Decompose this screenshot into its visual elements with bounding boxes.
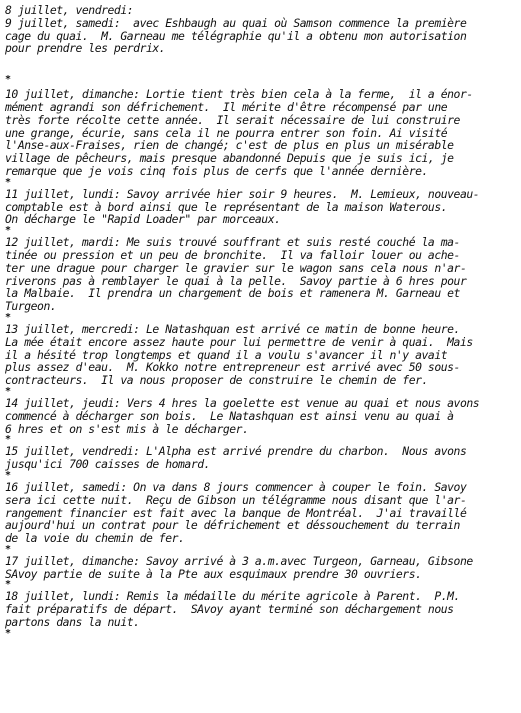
entry-line: partons dans la nuit. [5, 615, 140, 630]
entry-line: 14 juillet, jeudi: Vers 4 hres la goelette est venue au quai et nous avons [5, 395, 480, 410]
entry-line: SAvoy partie de suite à la Pte aux esquimaux prendre 30 ouvriers. [5, 566, 422, 581]
journal-entry-17-juillet [5, 555, 519, 591]
entry-line: l'Anse-aux-Fraises, rien de changé; c'est de plus en plus un misérable [5, 138, 454, 153]
entry-line: tinée ou pression et un peu de bronchite. Il va falloir louer ou ache- [5, 247, 460, 262]
entry-line: 17 juillet, dimanche: Savoy arrivé à 3 a.m.avec Turgeon, Garneau, Gibsone [5, 553, 473, 568]
journal-entry-8-9-juillet [5, 4, 519, 88]
entry-line: 6 hres et on s'est mis à le décharger. [5, 421, 249, 436]
entry-line: 9 juillet, samedi: avec Eshbaugh au quai où Samson commence la première [5, 15, 467, 30]
entry-line: Turgeon. [5, 299, 57, 314]
entry-line: mément agrandi son défrichement. Il mérite d'être récompensé par une [5, 99, 448, 114]
entry-line: très forte récolte cette année. Il serait nécessaire de lui construire [5, 112, 460, 127]
entry-line: cage du quai. M. Garneau me télégraphie qu'il a obtenu mon autorisation [5, 28, 467, 43]
entry-line: pour prendre les perdrix. [5, 41, 166, 56]
journal-entry-18-juillet [5, 589, 519, 639]
entry-separator [5, 629, 519, 637]
entry-line: sera ici cette nuit. Reçu de Gibson un télégramme nous disant que l'ar- [5, 492, 467, 507]
entry-line: plus assez d'eau. M. Kokko notre entrepreneur est arrivé avec 50 sous- [5, 360, 460, 375]
entry-line: 11 juillet, lundi: Savoy arrivée hier soir 9 heures. M. Lemieux, nouveau- [5, 186, 480, 201]
journal-entry-13-juillet [5, 323, 519, 397]
asterisk-mark: * [5, 311, 12, 323]
entry-line: aujourd'hui un contrat pour le défrichement et déssouchement du terrain [5, 518, 460, 533]
entry-line: une grange, écurie, sans cela il ne pourra entrer son foin. Ai visité [5, 125, 448, 140]
entry-line: village de pêcheurs, mais presque abandonné Depuis que je suis ici, je [5, 151, 454, 166]
entry-line: 8 juillet, vendredi: [5, 3, 134, 17]
entry-separator [5, 55, 519, 88]
asterisk-mark: * [5, 74, 12, 86]
entry-line: riverons pas à remblayer le quai à la pelle. Savoy partie à 6 hres pour [5, 273, 467, 288]
entry-line: 12 juillet, mardi: Me suis trouvé souffrant et suis resté couché la ma- [5, 235, 460, 250]
entry-line: ter une drague pour charger le gravier sur le wagon sans cela nous n'ar- [5, 260, 467, 275]
entry-line: 15 juillet, vendredi: L'Alpha est arrivé prendre du charbon. Nous avons [5, 444, 467, 459]
entry-line: 16 juillet, samedi: On va dans 8 jours commencer à couper le foin. Savoy [5, 479, 467, 494]
journal-entry-10-juillet [5, 88, 519, 188]
journal-entry-12-juillet [5, 236, 519, 323]
entry-line: rangement financier est fait avec la banque de Montréal. J'ai travaillé [5, 505, 467, 520]
asterisk-mark: * [5, 434, 12, 446]
asterisk-mark: * [5, 627, 12, 639]
entry-line: commencé à décharger son bois. Le Natashquan est ainsi venu au quai à [5, 408, 454, 423]
asterisk-mark: * [5, 469, 12, 481]
entry-line: fait préparatifs de départ. SAvoy ayant terminé son déchargement nous [5, 602, 454, 617]
asterisk-mark: * [5, 385, 12, 397]
journal-entry-15-juillet [5, 445, 519, 481]
asterisk-mark: * [5, 579, 12, 591]
entry-line: comptable est à bord ainsi que le représentant de la maison Waterous. [5, 199, 448, 214]
asterisk-mark: * [5, 225, 12, 237]
typed-journal-page [5, 4, 519, 637]
journal-entry-11-juillet [5, 188, 519, 236]
entry-line: On décharge le "Rapid Loader" par morceaux. [5, 212, 281, 227]
entry-line: 10 juillet, dimanche: Lortie tient très bien cela à la ferme, il a énor- [5, 87, 473, 102]
entry-line: jusqu'ici 700 caisses de homard. [5, 457, 211, 472]
entry-line: la Malbaie. Il prendra un chargement de bois et ramenera M. Garneau et [5, 286, 460, 301]
entry-line: 13 juillet, mercredi: Le Natashquan est arrivé ce matin de bonne heure. [5, 321, 460, 336]
entry-line: La mée était encore assez haute pour lui permettre de venir à quai. Mais [5, 334, 473, 349]
entry-line: de la voie du chemin de fer. [5, 531, 185, 546]
entry-line: 18 juillet, lundi: Remis la médaille du mérite agricole à Parent. P.M. [5, 589, 460, 604]
entry-line: remarque que je vois cinq fois plus de cerfs que l'année dernière. [5, 163, 428, 178]
journal-entry-14-juillet [5, 397, 519, 445]
entry-line: il a hésité trop longtemps et quand il a voulu s'avancer il n'y avait [5, 347, 448, 362]
journal-entry-16-juillet [5, 481, 519, 555]
asterisk-mark: * [5, 176, 12, 188]
entry-line: contracteurs. Il va nous proposer de construire le chemin de fer. [5, 373, 428, 388]
asterisk-mark: * [5, 543, 12, 555]
